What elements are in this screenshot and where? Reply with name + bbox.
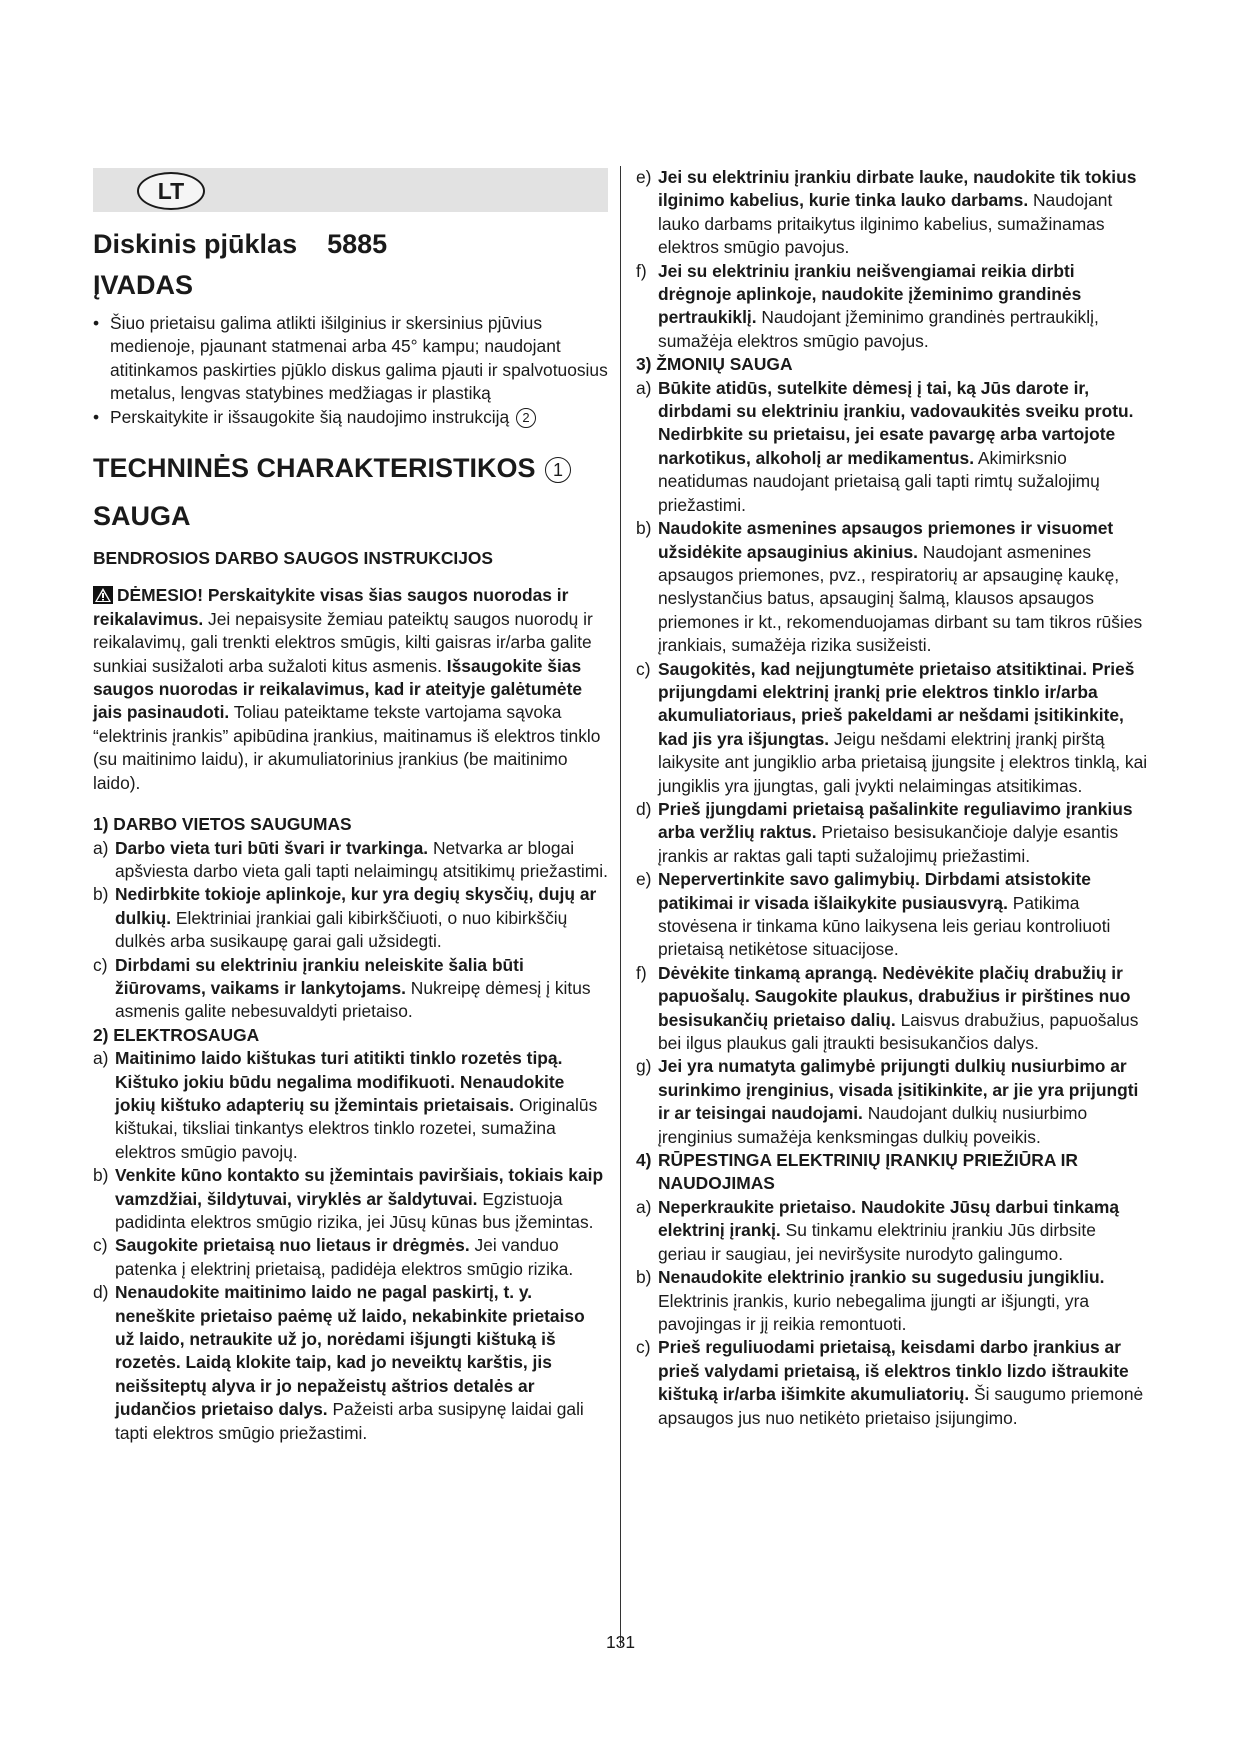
list-item: c) Prieš reguliuodami prietaisą, keisdami darbo įrankius ar prieš valydami prietaisą, iš elektros tinklo lizdo ištraukite kištuką ir/arba išimkite akumuliatorių. Ši saugumo priemonė apsaugos jus nuo netikėto prietaiso įsijungimo. [636,1337,1144,1428]
figure-ref-2: 2 [516,408,536,428]
product-name: Diskinis pjūklas [93,229,298,259]
list-item: c) Dirbdami su elektriniu įrankiu neleiskite šalia būti žiūrovams, vaikams ir lankytojams. Nukreipę dėmesį į kitus asmenis galite nebesuvaldyti prietaiso. [93,954,591,1022]
list-item: a) Neperkraukite prietaiso. Naudokite Jūsų darbui tinkamą elektrinį įrankį. Su tinkamu elektriniu įrankiu Jūs dirbsite geriau ir saugiau, jei neviršysite nurodyto galingumo. [636,1196,1119,1264]
section-title-1: 1) DARBO VIETOS SAUGUMAS [93,814,352,835]
list-item: a) Būkite atidūs, sutelkite dėmesį į tai, ką Jūs darote ir, dirbdami su elektriniu įrankiu, vadovaukitės sveiku protu. Nedirbkite su prietaisu, jei esate pavargę arba vartojote narkotikus, alkoholį ar medikamentus. Akimirksnio neatidumas naudojant prietaisą gali tapti rimtų sužalojimų priežastimi. [636,377,1134,515]
list-item: c) Saugokite prietaisą nuo lietaus ir drėgmės. Jei vanduo patenka į elektrinį prietaisą, padidėja elektros smūgio rizika. [93,1235,574,1279]
list-item: c) Saugokitės, kad neįjungtumėte prietaiso atsitiktinai. Prieš prijungdami elektrinį įrankį prie elektros tinklo ir/arba akumuliatoriaus, prieš pakeldami ar nešdami įsitikinkite, kad jis yra išjungtas. Jeigu nešdami elektrinį įrankį pirštą laikysite ant jungiklio arba prietaisą įjungsite į elektros tinklą, kai jungiklis yra įjungtas, gali įvykti nelaimingas atsitikimas. [636,658,1148,796]
list-item: a) Darbo vieta turi būti švari ir tvarkinga. Netvarka ar blogai apšviesta darbo vieta gali tapti nelaimingų atsitikimų priežastimi. [93,837,608,881]
warning-paragraph: DĖMESIO! Perskaitykite visas šias saugos nuorodas ir reikalavimus. Jei nepaisysite žemiau pateiktų saugos nuorodų ir reikalavimų, gali trenkti elektros smūgis, kilti gaisras ir/arba galite sunkiai susižaloti arba sužaloti kitus asmenis. Išsaugokite šias saugos nuorodas ir reikalavimus, kad ir ateityje galėtumėte jais pasinaudoti. Toliau pateiktame tekste vartojama sąvoka “elektrinis įrankis” apibūdina įrankius, maitinamus iš elektros tinklo (su maitinimo laidu), ir akumuliatorinius įrankius (be maitinimo laido). [93,585,601,793]
right-column [636,166,1148,1430]
warning-triangle-icon [93,586,113,604]
list-item: f) Jei su elektriniu įrankiu neišvengiamai reikia dirbti drėgnoje aplinkoje, naudokite įžeminimo grandinės pertraukiklį. Naudojant įžeminimo grandinės pertraukiklį, sumažėja elektros smūgio pavojus. [636,260,1099,351]
language-bar [93,168,608,212]
figure-ref-1: 1 [545,457,571,483]
column-divider [620,166,621,1646]
list-item: e) Jei su elektriniu įrankiu dirbate lauke, naudokite tik tokius ilginimo kabelius, kurie tinka lauko darbams. Naudojant lauko darbams pritaikytus ilginimo kabelius, sumažinamas elektros smūgio pavojus. [636,167,1137,258]
safety-heading: SAUGA [93,501,191,532]
product-title [93,226,608,262]
intro-list [93,312,608,429]
intro-bullet: • Perskaitykite ir išsaugokite šią naudojimo instrukciją 2 [93,406,608,429]
list-item: a) Maitinimo laido kištukas turi atitikti tinklo rozetės tipą. Kištuko jokiu būdu negalima modifikuoti. Nenaudokite jokių kištuko adapterių su įžemintais prietaisais. Originalūs kištukai, tiksliai tinkantys elektros tinklo rozetei, sumažina elektros smūgio pavojų. [93,1048,598,1162]
list-item: d) Prieš įjungdami prietaisą pašalinkite reguliavimo įrankius arba veržlių raktus. Prietaiso besisukančioje dalyje esantis įrankis ar raktas gali tapti sužalojimų priežastimi. [636,798,1133,866]
general-safety-heading: BENDROSIOS DARBO SAUGOS INSTRUKCIJOS [93,548,494,569]
section-title-3: 3) ŽMONIŲ SAUGA [636,354,793,375]
product-model: 5885 [327,229,388,259]
list-item: b) Naudokite asmenines apsaugos priemones ir visuomet užsidėkite apsauginius akinius. Naudojant asmenines apsaugos priemones, pvz., respiratorių ar apsauginę kaukę, neslystančius batus, apsauginį šalmą, klausos apsaugos priemones ir kt., rekomenduojamas dirbant su tam tikros rūšies įrankiais, sumažėja rizika susižeisti. [636,518,1143,656]
language-badge: LT [137,172,205,210]
page-number: 131 [605,1632,635,1652]
list-item: g) Jei yra numatyta galimybė prijungti dulkių nusiurbimo ar surinkimo įrenginius, visada įsitikinkite, ar jie yra prijungti ir ar teisingai naudojami. Naudojant dulkių nusiurbimo įrenginius sumažėja kenksmingas dulkių poveikis. [636,1056,1139,1147]
list-item: f) Dėvėkite tinkamą aprangą. Nedėvėkite plačių drabužių ir papuošalų. Saugokite plaukus, drabužius ir pirštines nuo besisukančių prietaiso dalių. Laisvus drabužius, papuošalus bei ilgus plaukus gali įtraukti besisukančios dalys. [636,962,1139,1054]
tech-heading: TECHNINĖS CHARAKTERISTIKOS 1 [93,451,608,485]
left-column [93,168,608,1445]
list-item: b) Nedirbkite tokioje aplinkoje, kur yra degių skysčių, dujų ar dulkių. Elektriniai įrankiai gali kibirkščiuoti, o nuo kibirkščių dulkės arba susikaupę garai gali užsidegti. [93,884,597,952]
list-item: b) Nenaudokite elektrinio įrankio su sugedusiu jungikliu. Elektrinis įrankis, kurio nebegalima įjungti ar išjungti, yra pavojingas ir jį reikia remontuoti. [636,1267,1105,1334]
list-item: b) Venkite kūno kontakto su įžemintais paviršiais, tokiais kaip vamzdžiai, šildytuvai, viryklės ar šaldytuvai. Egzistuoja padidinta elektros smūgio rizika, jei Jūsų kūnas bus įžemintas. [93,1165,604,1232]
list-item: e) Nepervertinkite savo galimybių. Dirbdami atsistokite patikimai ir visada išlaikykite pusiausvyrą. Patikima stovėsena ir tinkama kūno laikysena leis geriau kontroliuoti prietaisą netikėtose situacijose. [636,869,1111,960]
intro-heading: ĮVADAS [93,270,194,300]
section-title-4: 4) RŪPESTINGA ELEKTRINIŲ ĮRANKIŲ PRIEŽIŪRA IR NAUDOJIMAS [636,1150,1078,1194]
section-title-2: 2) ELEKTROSAUGA [93,1024,260,1045]
list-item: d) Nenaudokite maitinimo laido ne pagal paskirtį, t. y. neneškite prietaiso paėmę už laido, nekabinkite prietaiso už laido, netraukite už jo, norėdami išjungti kištuką iš rozetės. Laidą klokite taip, kad jo neveiktų karštis, jis neišsiteptų alyva ir jo nepažeistų aštrios detalės ar judančios prietaiso dalys. Pažeisti arba susipynę laidai gali tapti elektros smūgio priežastimi. [93,1282,585,1443]
intro-bullet: • Šiuo prietaisu galima atlikti išilginius ir skersinius pjūvius medienoje, pjaunant statmenai arba 45° kampu; naudojant atitinkamos paskirties pjūklo diskus galima pjauti ir spalvotuosius metalus, lengvas statybines medžiagas ir plastiką [93,312,608,406]
